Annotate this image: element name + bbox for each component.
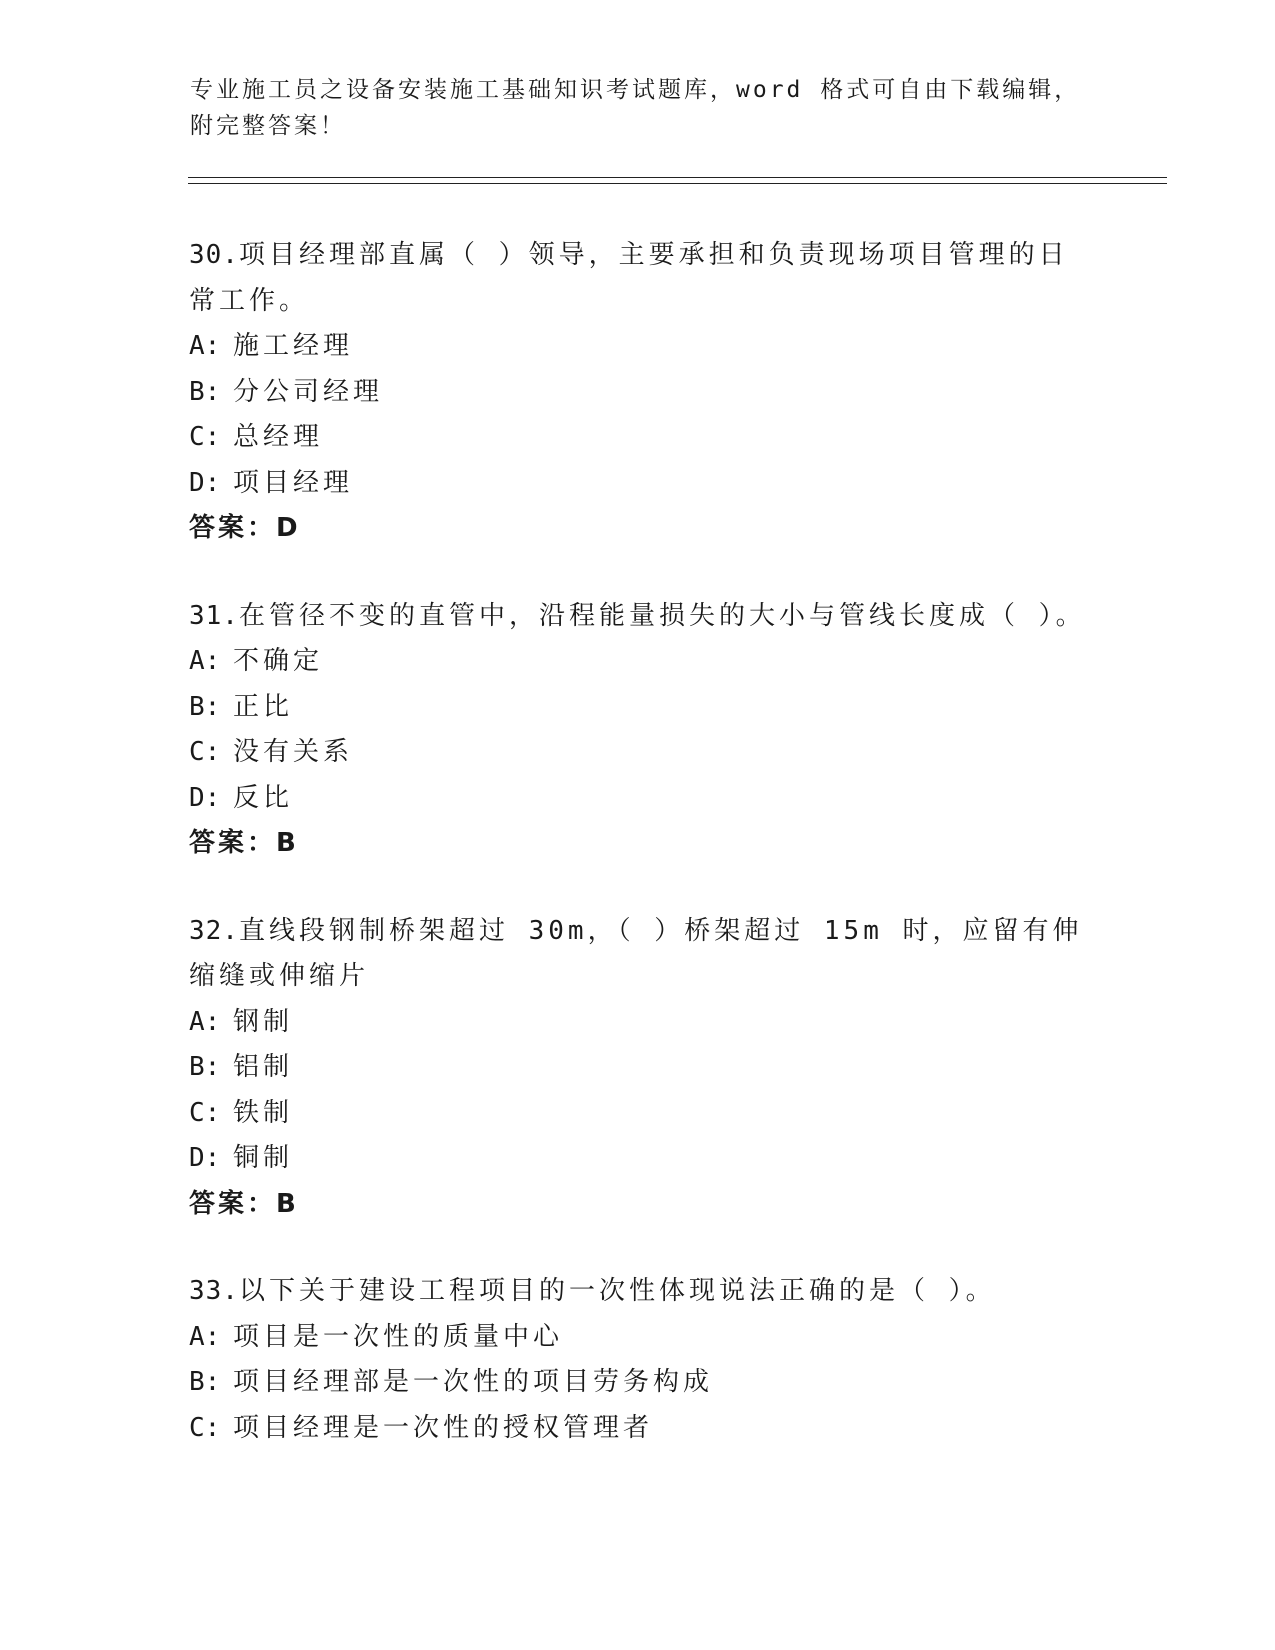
option-b — [189, 1045, 1089, 1091]
option-label: C: — [189, 737, 221, 767]
option-label: B: — [189, 376, 221, 407]
option-a — [189, 324, 1089, 370]
option-a — [189, 1315, 1089, 1361]
option-d — [189, 1136, 1089, 1182]
question-stem — [189, 1269, 1089, 1315]
option-text: 铁制 — [233, 1097, 294, 1128]
question-text: 在管径不变的直管中，沿程能量损失的大小与管线长度成（ ）。 — [238, 600, 1086, 631]
document-header — [190, 72, 1090, 144]
option-text: 铝制 — [233, 1052, 294, 1082]
option-label: C: — [189, 422, 221, 452]
question-32 — [189, 909, 1089, 1228]
option-text: 施工经理 — [233, 331, 354, 361]
question-number: 33. — [189, 1276, 239, 1306]
question-33 — [189, 1269, 1089, 1451]
option-label: C: — [189, 1412, 221, 1443]
option-label: B: — [189, 691, 221, 722]
header-divider-top — [188, 177, 1167, 178]
option-text: 正比 — [233, 691, 294, 722]
option-b — [189, 685, 1089, 731]
option-label: C: — [189, 1097, 221, 1128]
option-text: 不确定 — [233, 646, 324, 676]
header-intro-text: 专业施工员之设备安装施工基础知识考试题库，word 格式可自由下载编辑，附完整答案！ — [190, 77, 1081, 139]
option-b — [189, 1360, 1089, 1406]
option-text: 反比 — [233, 782, 294, 813]
question-number: 31. — [189, 600, 239, 631]
question-text: 以下关于建设工程项目的一次性体现说法正确的是（ ）。 — [238, 1276, 996, 1306]
option-text: 项目经理 — [233, 467, 354, 498]
option-label: A: — [189, 331, 221, 361]
question-stem — [189, 233, 1089, 324]
option-label: D: — [189, 467, 221, 498]
option-text: 铜制 — [233, 1143, 294, 1173]
answer-line: 答案：B — [189, 828, 299, 858]
option-label: B: — [189, 1052, 221, 1082]
question-stem — [189, 594, 1089, 640]
question-text: 直线段钢制桥架超过 30m，（ ）桥架超过 15m 时，应留有伸缩缝或伸缩片 — [189, 915, 1083, 991]
option-text: 项目经理部是一次性的项目劳务构成 — [233, 1367, 714, 1397]
answer-line: 答案：B — [189, 1188, 299, 1219]
option-a — [189, 1000, 1089, 1046]
option-text: 总经理 — [233, 422, 324, 452]
option-text: 钢制 — [233, 1006, 294, 1037]
question-text: 项目经理部直属（ ）领导，主要承担和负责现场项目管理的日常工作。 — [189, 240, 1069, 316]
question-stem — [189, 909, 1089, 1000]
option-d — [189, 461, 1089, 507]
option-d — [189, 776, 1089, 822]
option-a — [189, 639, 1089, 685]
question-31 — [189, 594, 1089, 867]
question-number: 32. — [189, 915, 239, 946]
option-c — [189, 415, 1089, 461]
option-label: A: — [189, 646, 221, 676]
option-text: 分公司经理 — [233, 376, 384, 407]
option-text: 项目是一次性的质量中心 — [233, 1321, 564, 1352]
option-c — [189, 730, 1089, 776]
option-text: 项目经理是一次性的授权管理者 — [233, 1412, 654, 1443]
option-text: 没有关系 — [233, 737, 354, 767]
question-30 — [189, 233, 1089, 552]
question-list — [189, 233, 1089, 1493]
option-label: D: — [189, 782, 221, 813]
answer-line: 答案：D — [189, 513, 301, 543]
header-divider-bottom — [188, 183, 1167, 184]
option-label: A: — [189, 1006, 221, 1037]
question-number: 30. — [189, 240, 239, 270]
option-c — [189, 1406, 1089, 1452]
option-label: B: — [189, 1367, 221, 1397]
option-label: A: — [189, 1321, 221, 1352]
option-label: D: — [189, 1143, 221, 1173]
option-b — [189, 370, 1089, 416]
option-c — [189, 1091, 1089, 1137]
